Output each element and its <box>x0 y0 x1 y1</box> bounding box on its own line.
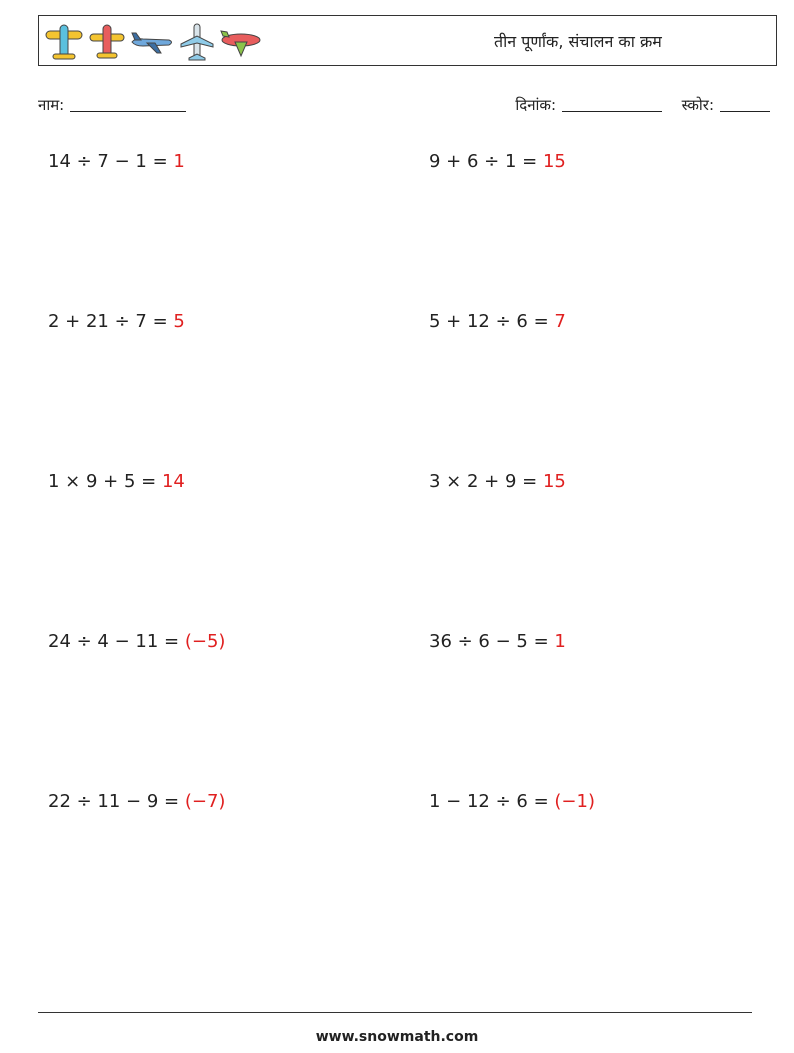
problem-expression: 5 + 12 ÷ 6 = <box>429 311 555 332</box>
date-blank[interactable] <box>562 97 662 112</box>
problem-7 <box>48 631 225 652</box>
problem-2 <box>429 151 566 172</box>
problem-8 <box>429 631 566 652</box>
score-label: स्कोर: <box>681 96 714 114</box>
problem-answer: 7 <box>554 311 566 332</box>
airplane-yellow-icon <box>43 22 85 62</box>
problem-5 <box>48 471 185 492</box>
problem-expression: 24 ÷ 4 − 11 = <box>48 631 185 652</box>
problem-answer: 5 <box>173 311 185 332</box>
problem-answer: 15 <box>542 151 566 172</box>
problem-answer: 14 <box>161 471 185 492</box>
worksheet-header <box>38 15 777 66</box>
problem-expression: 22 ÷ 11 − 9 = <box>48 791 185 812</box>
problem-3 <box>48 311 185 332</box>
problem-answer: (−5) <box>184 631 226 652</box>
problem-6 <box>429 471 566 492</box>
problem-answer: 1 <box>173 151 185 172</box>
problem-answer: 15 <box>542 471 566 492</box>
problem-expression: 3 × 2 + 9 = <box>429 471 543 492</box>
date-label: दिनांक: <box>515 96 556 114</box>
problem-expression: 1 × 9 + 5 = <box>48 471 162 492</box>
name-label: नाम: <box>38 96 65 114</box>
airliner-blue-icon <box>177 22 217 62</box>
footer-url[interactable]: www.snowmath.com <box>315 1029 479 1045</box>
footer-divider <box>38 1012 752 1013</box>
problem-answer: (−7) <box>184 791 226 812</box>
problem-10 <box>429 791 595 812</box>
problem-expression: 14 ÷ 7 − 1 = <box>48 151 174 172</box>
name-blank[interactable] <box>70 97 186 112</box>
name-field <box>38 95 186 115</box>
problem-expression: 9 + 6 ÷ 1 = <box>429 151 543 172</box>
date-score-fields <box>515 95 770 115</box>
problem-9 <box>48 791 225 812</box>
problem-expression: 36 ÷ 6 − 5 = <box>429 631 555 652</box>
problem-4 <box>429 311 566 332</box>
problem-answer: (−1) <box>554 791 595 812</box>
header-icons <box>43 22 263 62</box>
problem-expression: 1 − 12 ÷ 6 = <box>429 791 555 812</box>
problem-expression: 2 + 21 ÷ 7 = <box>48 311 174 332</box>
worksheet-title: तीन पूर्णांक, संचालन का क्रम <box>494 32 662 51</box>
airplane-green-icon <box>219 22 263 62</box>
airplane-red-icon <box>87 22 127 62</box>
problem-answer: 1 <box>554 631 566 652</box>
score-blank[interactable] <box>720 97 770 112</box>
problem-1 <box>48 151 185 172</box>
jet-airliner-icon <box>129 22 175 62</box>
